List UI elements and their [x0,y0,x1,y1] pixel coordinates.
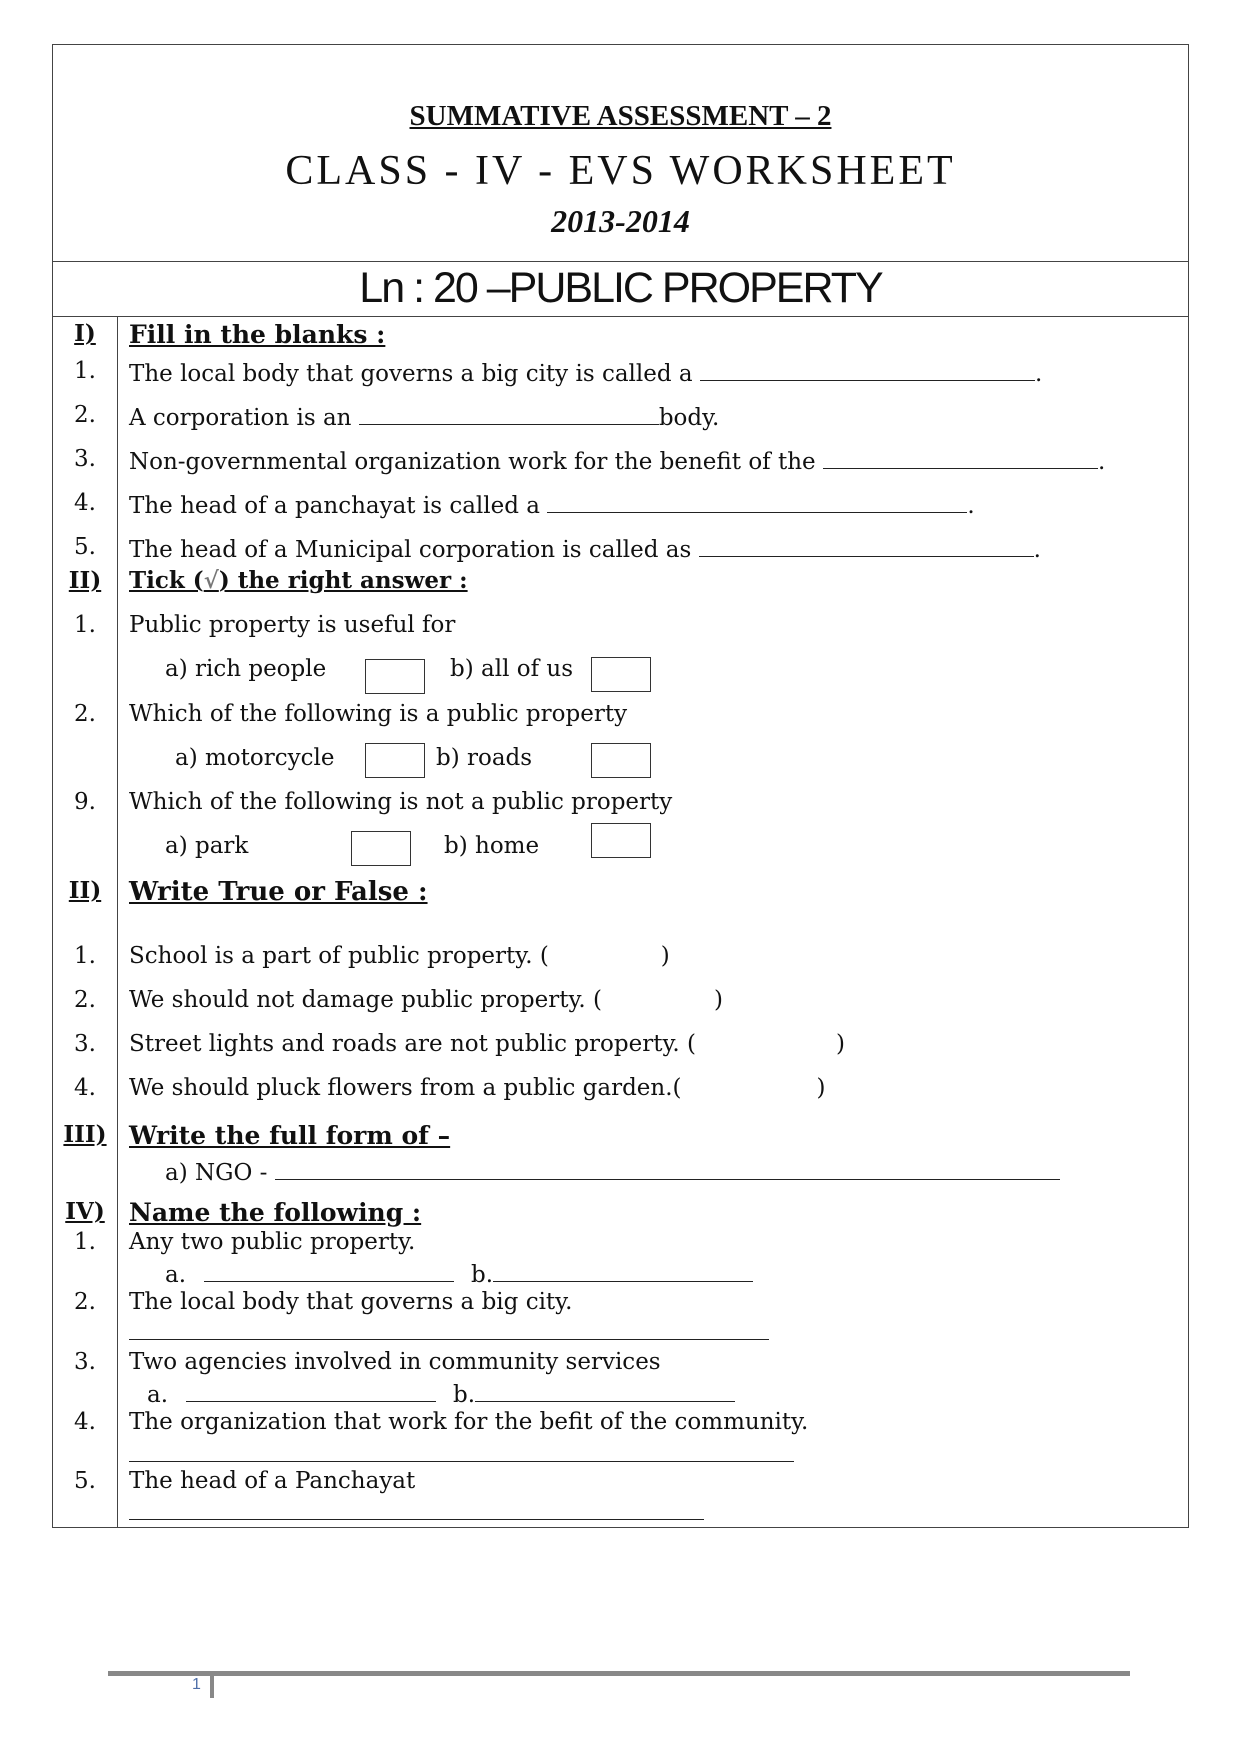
close-paren: ) [714,987,723,1013]
item-number: 5. [74,534,96,560]
item-number: 3. [74,446,96,472]
question-text: The head of a Panchayat [129,1468,416,1494]
question-text: Which of the following is not a public property [129,789,673,815]
option-a-label: a) motorcycle [175,745,335,771]
option-b-checkbox[interactable] [591,743,651,778]
section-title: Write the full form of – [129,1121,451,1150]
section-number: IV) [65,1198,105,1225]
answer-a-blank[interactable] [186,1379,436,1402]
question-end: . [1034,361,1043,387]
item-number: 1. [74,358,96,384]
answer-a-label: a. [165,1262,187,1288]
question-text: Non-governmental organization work for the benefit of the [129,449,823,475]
option-a-label: a) park [165,833,249,859]
question-end: . [967,493,975,519]
answer-b-label: b. [471,1262,494,1288]
section-number: I) [74,320,96,347]
academic-year: 2013-2014 [551,203,690,239]
close-paren: ) [836,1031,845,1057]
footer-rule [108,1671,1130,1676]
question-end: . [1033,537,1041,563]
item-number: 1. [74,1229,96,1255]
section-number: II) [68,877,102,904]
tick-icon: √ [203,567,219,594]
statement-text: We should pluck flowers from a public garden.( [129,1075,682,1101]
answer-blank[interactable] [823,446,1098,469]
question-text: Which of the following is a public property [129,701,628,727]
item-number: 4. [74,1409,96,1435]
item-number: 3. [74,1349,96,1375]
answer-blank[interactable] [699,534,1034,557]
lesson-title: Ln : 20 –PUBLIC PROPERTY [53,261,1188,317]
close-paren: ) [660,943,670,969]
item-number: 4. [74,490,96,516]
answer-blank[interactable] [129,1439,794,1462]
item-number: 4. [74,1075,96,1101]
assessment-title: SUMMATIVE ASSESSMENT – 2 [409,100,832,132]
item-number: 2. [74,1289,96,1315]
question-end: body. [658,405,720,431]
section-title: Write True or False : [129,877,428,907]
question-text: A corporation is an [129,405,359,431]
question-text: Two agencies involved in community services [129,1349,661,1375]
section-title: Fill in the blanks : [129,320,386,349]
answer-b-blank[interactable] [475,1379,735,1402]
answer-blank[interactable] [547,490,967,513]
answer-blank[interactable] [129,1497,704,1520]
option-b-checkbox[interactable] [591,657,651,692]
answer-blank[interactable] [129,1317,769,1340]
answer-b-label: b. [453,1382,476,1408]
option-b-label: b) roads [436,745,533,771]
option-a-label: a) rich people [165,656,327,682]
item-number: 2. [74,701,96,727]
question-text: The head of a panchayat is called a [129,493,548,519]
answer-blank[interactable] [275,1157,1060,1180]
question-text: Public property is useful for [129,612,456,638]
section-title: ) the right answer : [218,567,468,594]
item-number: 1. [74,943,96,969]
question-text: The local body that governs a big city. [129,1289,573,1315]
section-number: III) [63,1121,107,1148]
worksheet [52,44,1189,1528]
item-number: 5. [74,1468,96,1494]
option-b-label: b) all of us [450,656,574,682]
section-title: Tick ( [129,567,204,594]
item-number: 9. [74,789,96,815]
question-text: The head of a Municipal corporation is called as [129,537,699,563]
question-text: a) NGO - [165,1160,275,1186]
question-text: The local body that governs a big city is called a [129,361,700,387]
option-b-label: b) home [444,833,540,859]
header [53,45,1188,262]
close-paren: ) [816,1075,826,1101]
section-number: II) [68,567,102,594]
question-text: Any two public property. [129,1229,416,1255]
item-number: 1. [74,612,96,638]
option-a-checkbox[interactable] [365,659,425,694]
answer-a-blank[interactable] [204,1259,454,1282]
question-end: . [1097,449,1106,475]
statement-text: School is a part of public property. ( [129,943,549,969]
option-b-checkbox[interactable] [591,823,651,858]
answer-blank[interactable] [359,402,659,425]
item-number: 3. [74,1031,96,1057]
item-number: 2. [74,987,96,1013]
question-text: The organization that work for the befit of the community. [129,1409,809,1435]
section-title: Name the following : [129,1198,422,1227]
option-a-checkbox[interactable] [365,743,425,778]
column-divider [117,317,118,1527]
statement-text: We should not damage public property. ( [129,987,603,1013]
answer-blank[interactable] [700,358,1035,381]
worksheet-title: CLASS - IV - EVS WORKSHEET [285,148,956,194]
answer-a-label: a. [147,1382,169,1408]
footer-bar [210,1676,214,1698]
option-a-checkbox[interactable] [351,831,411,866]
item-number: 2. [74,402,96,428]
statement-text: Street lights and roads are not public property. ( [129,1031,697,1057]
answer-b-blank[interactable] [493,1259,753,1282]
page-number: 1 [192,1676,201,1693]
